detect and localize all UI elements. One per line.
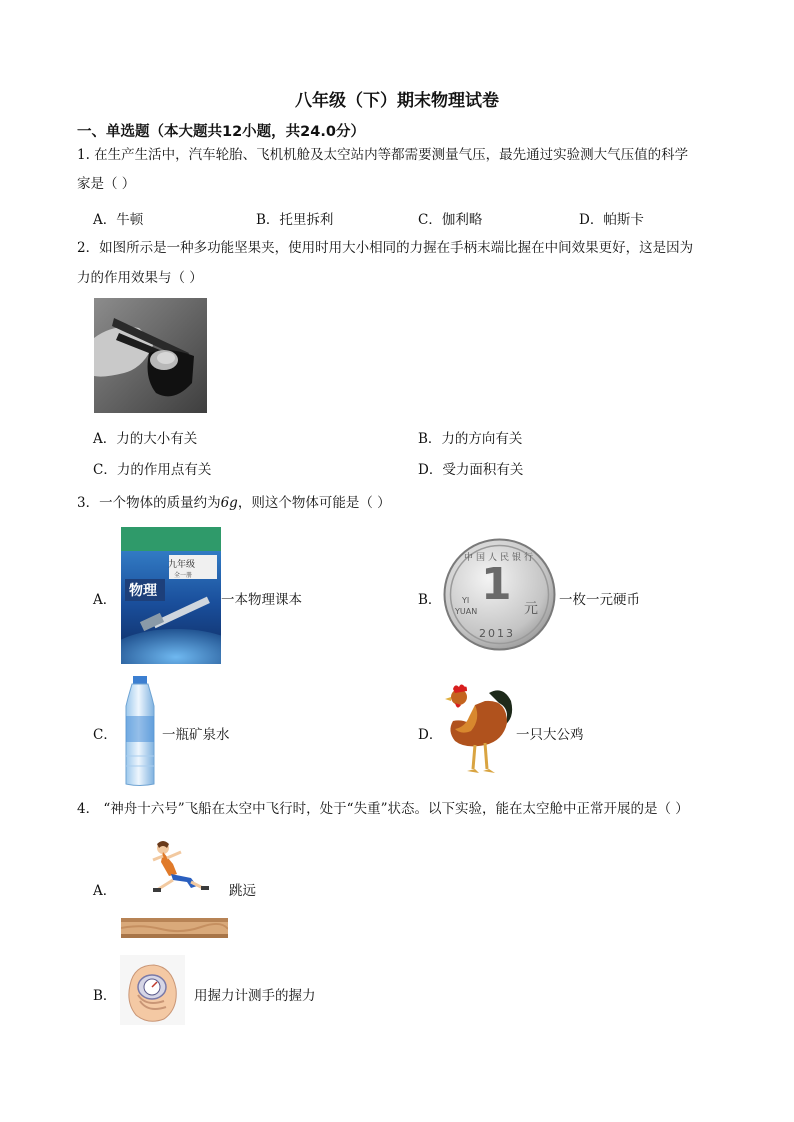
- question-3-text: [77, 490, 391, 516]
- question-2-text: 2．如图所示是一种多功能坚果夹，使用时用大小相同的力握在手柄末端比握在中间效果更好，这是因为: [77, 240, 694, 256]
- rooster-image: [441, 683, 515, 777]
- question-3-text-post: ，则这个物体可能是（ ）: [237, 495, 391, 511]
- q3-option-a-text: 一本物理课本: [221, 592, 302, 608]
- q2-option-a: A．力的大小有关: [93, 431, 198, 447]
- q1-option-c: C．伽利略: [418, 212, 483, 228]
- q1-option-d: D．帕斯卡: [579, 212, 644, 228]
- question-3-math: 6g: [220, 495, 238, 511]
- q2-option-b: B．力的方向有关: [418, 431, 523, 447]
- q3-option-d-letter: D．: [418, 727, 443, 743]
- coin-digit: 1: [481, 559, 512, 610]
- q4-option-a-letter: A．: [93, 883, 117, 899]
- question-2-text-cont: 力的作用效果与（ ）: [77, 270, 203, 286]
- sand-pit-image: [121, 918, 228, 938]
- q3-option-c-text: 一瓶矿泉水: [162, 727, 230, 743]
- question-1-text: 1. 在生产生活中，汽车轮胎、飞机机舱及太空站内等都需要测量气压，最先通过实验测大气压值的科学: [77, 147, 689, 163]
- q3-option-a-letter: A．: [93, 592, 117, 608]
- coin-yi: YI: [462, 596, 470, 605]
- long-jump-figure-image: [147, 838, 209, 896]
- question-4-text: 4． “神舟十六号”飞船在太空中飞行时，处于“失重”状态。以下实验，能在太空舱中正常开展的是（ ）: [77, 801, 689, 817]
- book-grade: 九年级: [168, 560, 196, 570]
- q2-option-c: C．力的作用点有关: [93, 462, 212, 478]
- q4-option-b-letter: B．: [93, 988, 117, 1004]
- water-bottle-image: [118, 676, 162, 787]
- q3-option-b-text: 一枚一元硬币: [559, 592, 640, 608]
- q3-option-d-text: 一只大公鸡: [516, 727, 584, 743]
- q3-option-c-letter: C．: [93, 727, 117, 743]
- q4-option-b-text: 用握力计测手的握力: [194, 988, 316, 1004]
- question-3-text-pre: 3．一个物体的质量约为: [77, 495, 221, 511]
- nutcracker-photo: [94, 298, 207, 413]
- q1-option-b: B．托里拆利: [256, 212, 334, 228]
- book-volume: 全一册: [174, 572, 193, 579]
- page-title: 八年级（下）期末物理试卷: [295, 91, 499, 111]
- question-1-text-cont: 家是（ ）: [77, 176, 136, 192]
- coin-bank-text: 中国人民银行: [463, 553, 536, 563]
- coin-year: 2013: [479, 627, 515, 640]
- coin-yuan: YUAN: [455, 607, 478, 616]
- section-heading: 一、单选题（本大题共12小题，共24.0分）: [77, 124, 365, 140]
- q2-option-d: D．受力面积有关: [418, 462, 524, 478]
- book-title: 物理: [129, 583, 157, 599]
- grip-dynamometer-image: [120, 955, 185, 1025]
- q3-option-b-letter: B．: [418, 592, 442, 608]
- coin-unit: 元: [524, 601, 538, 617]
- q4-option-a-text: 跳远: [229, 883, 256, 899]
- q1-option-a: A．牛顿: [93, 212, 144, 228]
